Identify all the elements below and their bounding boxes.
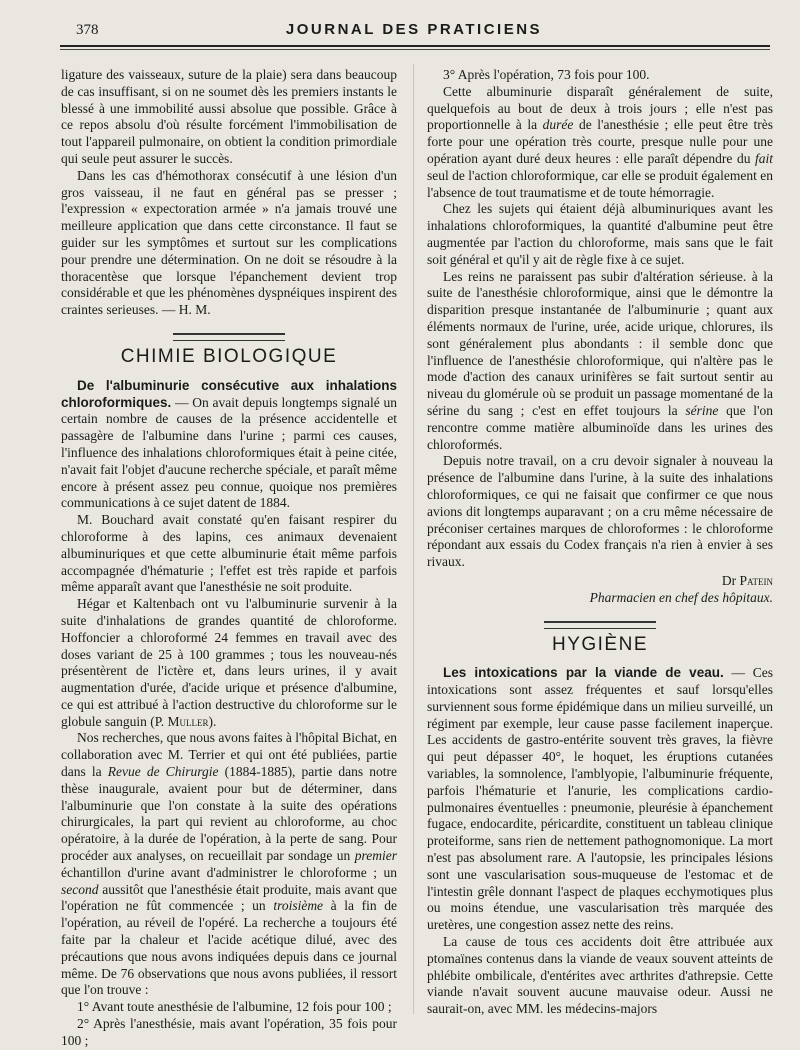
section-title: HYGIÈNE <box>551 633 649 655</box>
section-title: CHIMIE BIOLOGIQUE <box>120 345 338 367</box>
signature: Dr Patein <box>721 572 773 588</box>
paragraph: Depuis notre travail, on a cru devoir signaler à nouveau la présence de l'albumine dans l'urine, à la suite des inhalations chloroformiques, ce qui ne faisait que confirmer ce que nous avions dit longtemps auparavant ; on a cru même nécessaire de préconiser certaines marques de chloroformes : le chloroforme répondant aux essais du Codex français n'a rien à envier à ses rivaux. <box>427 453 773 570</box>
list-item: 3° Après l'opération, 73 fois pour 100. <box>443 67 650 82</box>
list-item: 2° Après l'anesthésie, mais avant l'opération, 35 fois pour 100 ; <box>61 1016 397 1048</box>
author-name: Muller <box>167 713 209 729</box>
signature-title: Pharmacien en chef des hôpitaux. <box>589 589 773 605</box>
paragraph: Dans les cas d'hémothorax consécutif à une lésion d'un gros vaisseau, il ne faut en général pas se presser ; l'expression « expectoration armée » n'a jamais trouvé une meilleure application que dans cette circonstance. Il faut se guider sur les symptômes et surtout sur les complications pour prendre une détermination. On ne doit se résoudre à la thoracentèse que lorsque l'épanchement devient trop considérable et que les phénomènes dyspnéiques inspirent des craintes serieuses. — H. M. <box>61 167 397 318</box>
column-divider <box>413 64 414 1014</box>
paragraph: Nos recherches, que nous avons faites à l'hôpital Bichat, en collaboration avec M. Terrier et qui ont été publiées, partie dans la Revue de Chirurgie (1884-1885), partie dans notre thèse inaugurale, avaient pour but de déterminer, dans l'albuminurie que l'on constate à la suite des opérations chirurgicales, la part qui revient au chloroforme, au choc opératoire, à la durée de l'opération, à la perte de sang. Pour procéder aux analyses, on recueillait par sondage un premier échantillon d'urine avant d'administrer le chloroforme ; un second aussitôt que l'anesthésie était produite, mais avant que l'opération ne fût commencée ; un troisième à la fin de l'opération, au réveil de l'opéré. La recherche a toujours été faite par la chaleur et l'acide acétique dilué, avec des précautions que nous avons indiquées depuis dans ce journal même. De 76 observations que nous avons publiées, il ressort que l'on trouve : <box>61 730 398 998</box>
section-heading-chimie <box>61 333 397 366</box>
journal-title: JOURNAL DES PRATICIENS <box>285 21 543 38</box>
page-header <box>62 14 766 48</box>
header-rule-thick <box>60 45 770 47</box>
paragraph: Chez les sujets qui étaient déjà albuminuriques avant les inhalations chloroformiques, la quantité d'albumine peut être augmentée par l'action du chloroforme, mais sans que le fait soit général et qu'il y ait de règle fixe à ce sujet. <box>427 201 773 267</box>
right-column <box>427 67 773 1018</box>
article-title: Les intoxications par la viande de veau. <box>443 665 724 681</box>
page-number: 378 <box>76 22 99 38</box>
header-rule-thin <box>60 49 770 50</box>
section-separator <box>173 333 285 341</box>
article-title: De l'albuminurie consécutive aux inhalations chloroformiques. <box>61 377 397 410</box>
paragraph: Hégar et Kaltenbach ont vu l'albuminurie survenir à la suite d'inhalations de grandes quantité de chloroforme. Hoffoncier a chloroformé 24 femmes en travail avec des doses variant de 25 à 100 grammes ; tous les nouveau-nés présentèrent de l'ictère et, dans leurs urines, il y avait augmentation d'urée, d'acide urique et présence d'albumine, ce qui est attribué à l'action destructive du chloroforme sur le globule sanguin (P. Muller). <box>61 596 397 729</box>
paragraph: ligature des vaisseaux, suture de la plaie) sera dans beaucoup de cas insuffisant, si on ne soumet dès les premiers instants le blessé à une immobilité aussi absolue que possible. Grâce à ce repos absolu d'où résulte forcément l'immobilisation de tout l'appareil pulmonaire, on obtient la condition primordiale qui seule peut assurer le succès. <box>61 67 397 166</box>
paragraph: La cause de tous ces accidents doit être attribuée aux ptomaïnes contenus dans la viande de veaux souvent atteints de phlébite ombilicale, d'entérites avec arthrites d'athrepsie. Cette viande n'avait souvent aucune mauvaise odeur. Aussi ne saurait-on, avec MM. les médecins-majors <box>427 934 773 1017</box>
list-item: 1° Avant toute anesthésie de l'albumine, 12 fois pour 100 ; <box>77 999 392 1015</box>
section-separator <box>544 621 656 629</box>
paragraph: Les intoxications par la viande de veau. — Ces intoxications sont assez fréquentes et sauf lorsqu'elles surviennent sous forme épidémique dans un milieu surveillé, un régiment par exemple, leur cause passe facilement inaperçue. Les accidents de gastro-entérite souvent très graves, la fièvre qui peut dépasser 40°, le hoquet, les éruptions cutanées variables, la somnolence, l'amblyopie, l'albuminurie fréquente, parfois l'hématurie et l'anurie, les complications cardio-pulmonaires éventuelles : pneumonie, pleurésie à épanchement fugace, endocardite, péricardite, constituent un tableau clinique proteiforme, sans rien de nettement pathognomonique. La mort n'est pas absolument rare. A l'autopsie, les principales lésions sont une vascularisation sous-muqueuse de l'estomac et de l'intestin grêle donnant l'aspect de plaques ecchymotiques plus ou moins étendue, une vascularisation très marquée des uretères, une congestion assez nette des reins. <box>427 665 774 933</box>
paragraph: M. Bouchard avait constaté qu'en faisant respirer du chloroforme à des lapins, ces animaux devenaient albuminuriques et que cette albuminurie était même parfois accompagnée d'hématurie ; l'effet est très rapide et parfois même apparaît avant que l'anesthésie ne soit produite. <box>61 512 397 595</box>
left-column <box>61 67 397 1050</box>
section-heading-hygiene <box>427 621 773 654</box>
paragraph: De l'albuminurie consécutive aux inhalations chloroformiques. — On avait depuis longtemps signalé un certain nombre de causes de la présence accidentelle et passagère de l'albumine dans l'urine ; parmi ces causes, l'influence des inhalations chloroformiques était à peine citée, n'avait fait l'objet d'aucune recherche spéciale, et paraît même encore à présent assez peu connue, quoique nos premières communications à ce sujet datent de 1884. <box>61 377 397 511</box>
paragraph: Cette albuminurie disparaît généralement de suite, quelquefois au bout de deux à trois jours ; elle n'est pas proportionnelle à la durée de l'anesthésie ; elle peut être très forte pour une opération très courte, presque nulle pour une opération ayant duré deux heures : elle paraît dépendre du fait seul de l'action chloroformique, car elle se produit également en l'absence de tout traumatisme et de toute hémorragie. <box>427 83 773 200</box>
paragraph: Les reins ne paraissent pas subir d'altération sérieuse. à la suite de l'anesthésie chloroformique, ainsi que le démontre la disparition presque instantanée de l'albuminurie ; quant aux éléments normaux de l'urine, urée, acide urique, chlorures, ils sont généralement plus abondants : il semble donc que l'influence de l'anesthésie chloroformique, qui n'altère pas le mode d'action des canaux urinifères se fait surtout sentir au niveau du glomérule où se produit un passage momentané de la sérine du sang ; c'est en effet toujours la sérine que l'on rencontre comme matière albuminoïde dans les urines des chloroformés. <box>427 268 773 452</box>
